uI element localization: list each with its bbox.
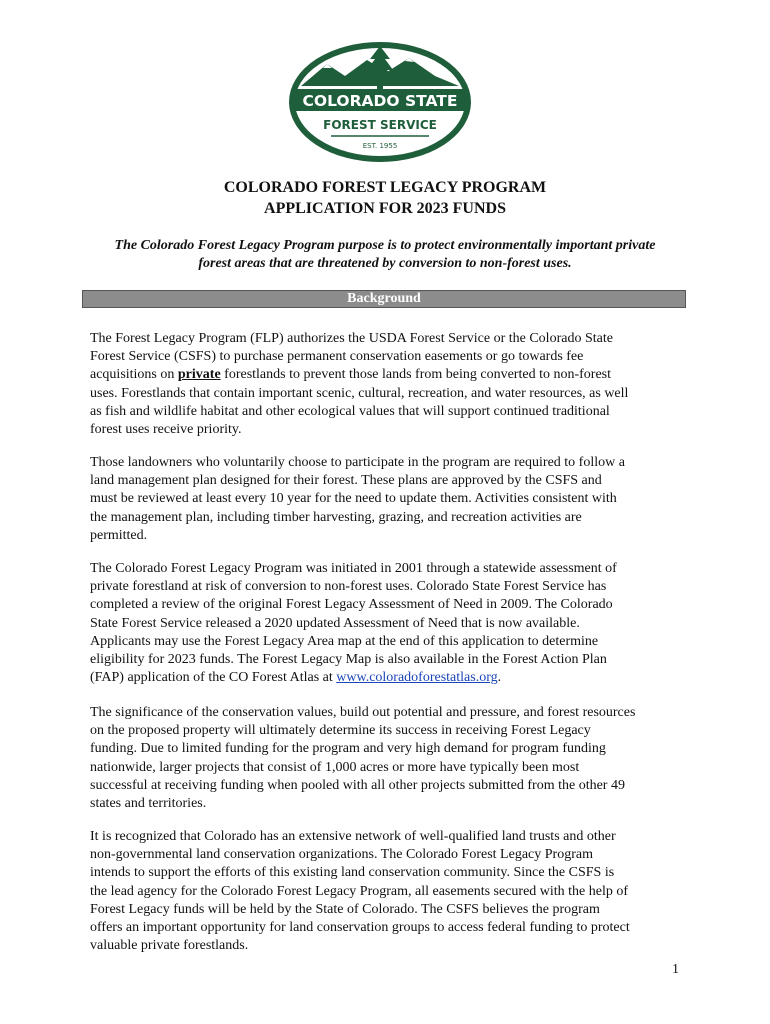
csfs-logo [287, 42, 473, 162]
document-subtitle: APPLICATION FOR 2023 FUNDS [264, 200, 506, 217]
purpose-statement [80, 237, 690, 273]
paragraph-program-history: The Colorado Forest Legacy Program was initiated in 2001 through a statewide assessment of private forestland at risk of conversion to non-forest uses. Colorado State Forest Service has completed a review of the original Forest Legacy Assessment of Need in 2009. The Colorado State Forest Service released a 2020 updated Assessment of Need that is now available. Applicants may use the Forest Legacy Area map at the end of this application to determine eligibility for 2023 funds. The Forest Legacy Map is also available in the Forest Action Plan (FAP) application of the CO Forest Atlas at www.coloradoforestatlas.org. [90, 561, 617, 686]
document-title: COLORADO FOREST LEGACY PROGRAM [223, 179, 547, 196]
purpose-line: forest areas that are threatened by conversion to non-forest uses. [198, 256, 572, 271]
paragraph-flp-overview: The Forest Legacy Program (FLP) authorizes the USDA Forest Service or the Colorado State Forest Service (CSFS) to purchase permanent conservation easements or go towards fee acquisitions on private forestlands to prevent those lands from being converted to non-forest uses. Forestlands that contain important scenic, cultural, recreation, and water resources, as well as fish and wildlife habitat and other ecological values that will support continued traditional forest uses receive priority. [90, 331, 629, 438]
logo-service-text: FOREST SERVICE [323, 118, 437, 132]
paragraph-land-trusts: It is recognized that Colorado has an extensive network of well-qualified land trusts and other non-governmental land conservation organizations. The Colorado Forest Legacy Program intends to support the efforts of this existing land conservation community. Since the CSFS is the lead agency for the Colorado Forest Legacy Program, all easements secured with the help of Forest Legacy funds will be held by the State of Colorado. The CSFS believes the program offers an important opportunity for land conservation groups to access federal funding to protect valuable private forestlands. [90, 829, 630, 954]
logo-name-text: COLORADO STATE [302, 92, 458, 110]
section-heading-background: Background [82, 290, 686, 308]
paragraph-funding-significance: The significance of the conservation values, build out potential and pressure, and forest resources on the proposed property will ultimately determine its success in receiving Forest Legacy funding. Due to limited funding for the program and very high demand for program funding nationwide, larger projects that consist of 1,000 acres or more have typically been most successful at receiving funding when pooled with all other projects submitted from the other 49 states and territories. [90, 705, 636, 812]
emphasis-private: private [177, 367, 221, 383]
purpose-line: The Colorado Forest Legacy Program purpose is to protect environmentally important private [114, 238, 656, 253]
page-number: 1 [672, 962, 679, 977]
forest-atlas-link[interactable]: www.coloradoforestatlas.org [336, 670, 498, 686]
logo-est-text: EST. 1955 [362, 142, 398, 150]
paragraph-landowner-plan: Those landowners who voluntarily choose to participate in the program are required to follow a land management plan designed for their forest. These plans are approved by the CSFS and must be reviewed at least every 10 year for the need to update them. Activities consistent with the management plan, including timber harvesting, grazing, and recreation activities are permitted. [90, 455, 625, 543]
